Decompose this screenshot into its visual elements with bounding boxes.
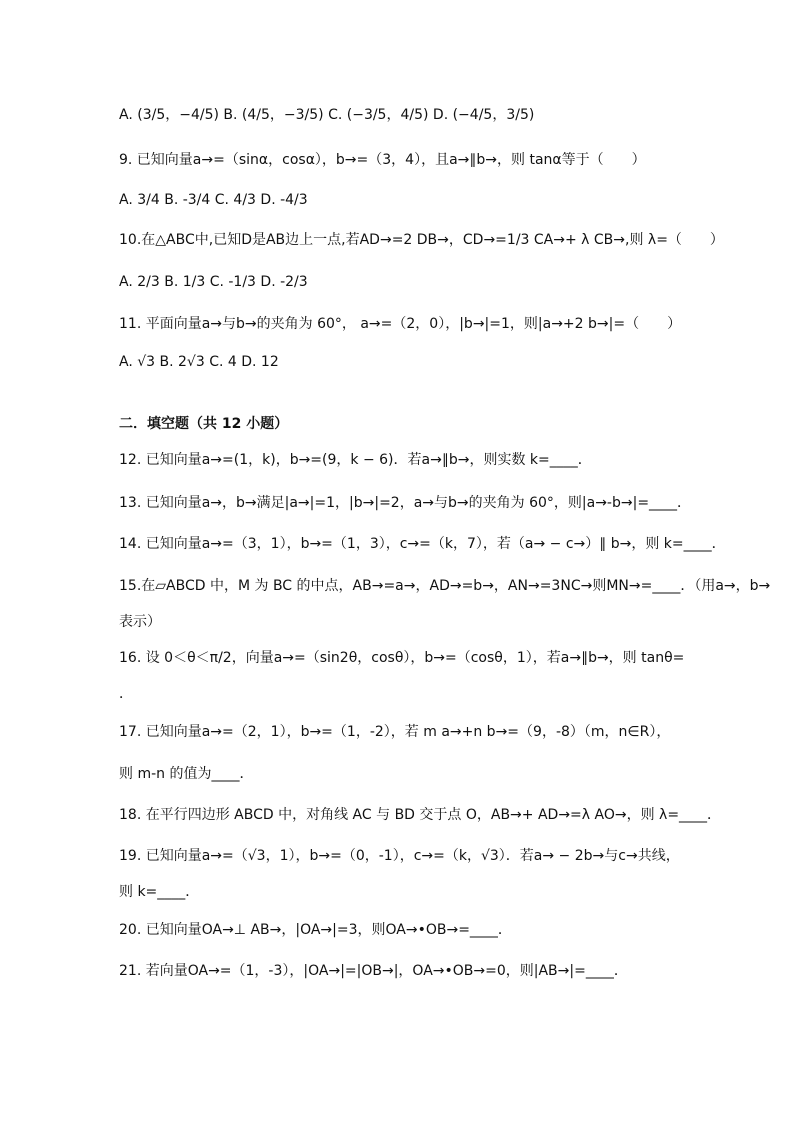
- q10-stem: 10.在△ABC中,已知D是AB边上一点,若AD→=2 DB→，CD→=1/3 CA→+ λ CB→,则 λ=（ ）: [119, 232, 724, 248]
- q16-cont: ．: [119, 686, 133, 702]
- q9-stem: 9. 已知向量a→=（sinα，cosα），b→=（3，4），且a→∥b→，则 tanα等于（ ）: [119, 152, 646, 168]
- q19-cont: 则 k=____．: [119, 884, 200, 900]
- q12: 12. 已知向量a→=(1，k)，b→=(9，k − 6)．若a→∥b→，则实数 k=____．: [119, 452, 592, 468]
- q20: 20. 已知向量OA→⊥ AB→，|OA→|=3，则OA→•OB→=____．: [119, 922, 512, 938]
- q8-options: A. (3/5，−4/5) B. (4/5，−3/5) C. (−3/5，4/5) D. (−4/5，3/5): [119, 107, 535, 123]
- q15: 15.在▱ABCD 中，M 为 BC 的中点，AB→=a→，AD→=b→，AN→=3NC→则MN→=____．（用a→，b→: [119, 578, 771, 594]
- q16: 16. 设 0＜θ＜π/2，向量a→=（sin2θ，cosθ），b→=（cosθ，1），若a→∥b→，则 tanθ=: [119, 650, 685, 666]
- section-heading: 二．填空题（共 12 小题）: [119, 416, 289, 432]
- q11-options: A. √3 B. 2√3 C. 4 D. 12: [119, 354, 279, 370]
- q18: 18. 在平行四边形 ABCD 中，对角线 AC 与 BD 交于点 O，AB→+ AD→=λ AO→，则 λ=____．: [119, 807, 722, 823]
- q21: 21. 若向量OA→=（1，-3），|OA→|=|OB→|，OA→•OB→=0，则|AB→|=____．: [119, 963, 628, 979]
- q17-cont: 则 m-n 的值为____．: [119, 766, 254, 782]
- q15-cont: 表示）: [119, 614, 161, 630]
- q9-options: A. 3/4 B. -3/4 C. 4/3 D. -4/3: [119, 192, 308, 208]
- q19: 19. 已知向量a→=（√3，1），b→=（0，-1），c→=（k，√3）．若a→ − 2b→与c→共线，: [119, 848, 680, 864]
- q14: 14. 已知向量a→=（3，1），b→=（1，3），c→=（k，7），若（a→ − c→）∥ b→，则 k=____．: [119, 536, 726, 552]
- q11-stem: 11. 平面向量a→与b→的夹角为 60°， a→=（2，0），|b→|=1，则|a→+2 b→|=（ ）: [119, 316, 682, 332]
- q10-options: A. 2/3 B. 1/3 C. -1/3 D. -2/3: [119, 274, 308, 290]
- q13: 13. 已知向量a→，b→满足|a→|=1，|b→|=2，a→与b→的夹角为 60°，则|a→-b→|=____．: [119, 495, 692, 511]
- q17: 17. 已知向量a→=（2，1），b→=（1，-2），若 m a→+n b→=（9，-8）（m，n∈R），: [119, 724, 671, 740]
